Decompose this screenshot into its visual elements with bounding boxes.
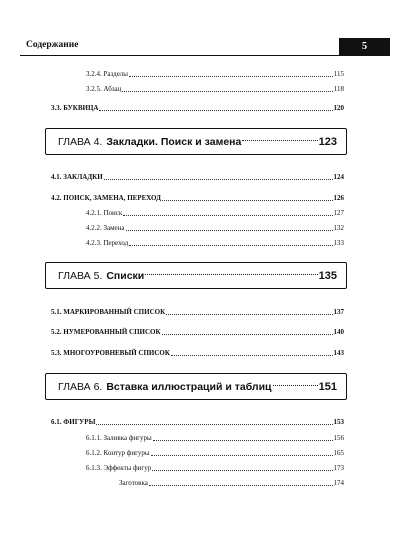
toc-entry-page: 165 [333, 449, 344, 457]
dot-leader [153, 439, 333, 441]
chapter-page: 151 [318, 380, 337, 393]
dot-leader [122, 90, 332, 92]
toc-entry[interactable] [86, 221, 344, 233]
toc-entry-page: 118 [333, 85, 344, 93]
toc-entry-page: 133 [333, 239, 344, 247]
dot-leader [96, 423, 332, 425]
toc-entry-title: 6.1.2. Контур фигуры [86, 449, 150, 457]
toc-entry-page: 137 [333, 308, 344, 316]
toc-entry-title: 3.2.5. Абзац [86, 85, 122, 93]
toc-entry-title: 5.1. МАРКИРОВАННЫЙ СПИСОК [51, 308, 166, 316]
chapter-page: 123 [318, 135, 337, 148]
toc-entry[interactable] [86, 82, 344, 94]
toc-entry-title: 3.2.4. Разделы [86, 70, 129, 78]
chapter-heading[interactable] [45, 373, 347, 400]
dot-leader [123, 214, 332, 216]
toc-entry[interactable] [51, 415, 344, 427]
toc-entry-page: 120 [333, 104, 344, 112]
toc-entry-title: Заготовка [119, 479, 148, 487]
toc-entry-title: 6.1. ФИГУРЫ [51, 418, 96, 426]
toc-entry[interactable] [51, 170, 344, 182]
toc-entry-title: 6.1.1. Заливка фигуры [86, 434, 152, 442]
dot-leader [149, 484, 333, 486]
dot-leader [129, 75, 333, 77]
toc-entry-page: 173 [333, 464, 344, 472]
toc-entry[interactable] [86, 236, 344, 248]
dot-leader [166, 313, 332, 315]
dot-leader [152, 469, 332, 471]
toc-entry-page: 124 [333, 173, 344, 181]
chapter-title: Вставка иллюстраций и таблиц [106, 380, 272, 393]
toc-entry[interactable] [119, 476, 344, 488]
toc-entry-page: 140 [333, 328, 344, 336]
dot-leader [162, 333, 333, 335]
toc-entry[interactable] [51, 191, 344, 203]
toc-entry[interactable] [86, 446, 344, 458]
toc-entry-page: 126 [333, 194, 344, 202]
chapter-title: Списки [106, 269, 145, 282]
header-title: Содержание [26, 40, 79, 50]
dot-leader [273, 384, 318, 386]
toc-entry[interactable] [86, 206, 344, 218]
chapter-page: 135 [318, 269, 337, 282]
toc-entry[interactable] [51, 346, 344, 358]
dot-leader [151, 454, 333, 456]
toc-entry-title: 4.2.2. Замена [86, 224, 125, 232]
page-header [20, 38, 390, 56]
toc-entry-title: 3.3. БУКВИЦА [51, 104, 99, 112]
toc-entry-page: 174 [333, 479, 344, 487]
toc-entry[interactable] [51, 101, 344, 113]
toc-entry[interactable] [86, 431, 344, 443]
toc-entry-page: 127 [333, 209, 344, 217]
toc-entry[interactable] [86, 461, 344, 473]
toc-entry[interactable] [51, 305, 344, 317]
toc-entry-page: 115 [333, 70, 344, 78]
toc-entry-title: 4.1. ЗАКЛАДКИ [51, 173, 103, 181]
toc-entry-title: 5.3. МНОГОУРОВНЕВЫЙ СПИСОК [51, 349, 170, 357]
chapter-label: ГЛАВА 5. [58, 269, 103, 282]
dot-leader [104, 178, 333, 180]
chapter-heading[interactable] [45, 262, 347, 289]
toc-entry-page: 156 [333, 434, 344, 442]
chapter-title: Закладки. Поиск и замена [106, 135, 242, 148]
toc-entry[interactable] [86, 67, 344, 79]
chapter-label: ГЛАВА 6. [58, 380, 103, 393]
dot-leader [242, 139, 317, 141]
toc-entry-page: 153 [333, 418, 344, 426]
toc-entry-page: 132 [333, 224, 344, 232]
toc-entry-page: 143 [333, 349, 344, 357]
dot-leader [99, 109, 332, 111]
dot-leader [171, 354, 333, 356]
dot-leader [145, 273, 317, 275]
toc-entry-title: 5.2. НУМЕРОВАННЫЙ СПИСОК [51, 328, 161, 336]
dot-leader [126, 229, 333, 231]
toc-entry-title: 4.2. ПОИСК, ЗАМЕНА, ПЕРЕХОД [51, 194, 161, 202]
toc-entry[interactable] [51, 325, 344, 337]
toc-entry-title: 6.1.3. Эффекты фигур [86, 464, 152, 472]
chapter-label: ГЛАВА 4. [58, 135, 103, 148]
page-number-box [339, 38, 390, 55]
page-number: 5 [361, 41, 368, 52]
dot-leader [129, 244, 332, 246]
toc-entry-title: 4.2.1. Поиск [86, 209, 123, 217]
chapter-heading[interactable] [45, 128, 347, 155]
toc-entry-title: 4.2.3. Переход [86, 239, 129, 247]
dot-leader [162, 199, 333, 201]
